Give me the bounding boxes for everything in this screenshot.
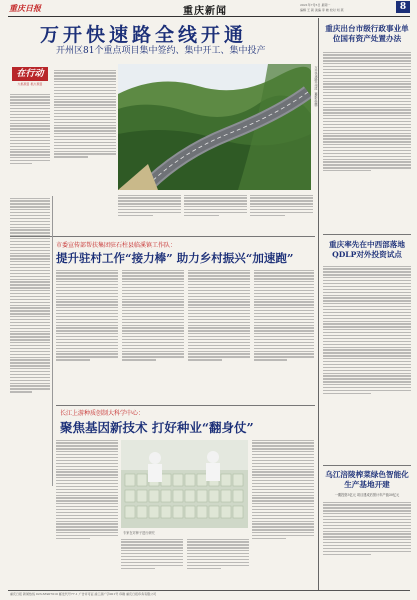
editor-line: 编辑 王 颖 美编 李 晓 校对 刘 燕 [300,8,344,12]
story1-subhead: 开州区81个重点项目集中签约、集中开工、集中投产 [56,46,266,56]
story3-body-col4 [252,438,314,588]
footer-info: 重庆日报 新闻热线 023-63907010 邮发代号77-1 广告许可证 渝工商广字001号 印刷 重庆日报印务有限公司 [10,592,157,596]
sidebar-news3-sub: 一期投资3亿元 项目建成后预计年产值30亿元 [334,493,400,497]
photo-caption-vertical: 万开快速路开州段（摄影/韩鹏） [314,66,318,110]
highway-photo-art [118,64,311,190]
page-number: 8 [396,1,410,13]
story1-headline: 万开快速路全线开通 [40,24,248,46]
campaign-badge [11,67,49,89]
story2-body-col1 [56,268,118,402]
story3-body-col3 [187,537,249,587]
badge-sub: 大抓项目 抓大项目 [17,82,43,86]
story3-body-col1 [56,438,118,588]
seed-lab-photo-art [121,440,248,528]
sidebar-news1-body [323,50,411,232]
sidebar-news2-body [323,264,411,462]
story2-body-col3 [188,268,250,402]
seed-photo-caption: 专家在对种子进行研究 [123,531,155,535]
story2-headline: 提升驻村工作“接力棒” 助力乡村振兴“加速跑” [56,251,294,265]
badge-main: 在行动 [12,67,48,81]
story1-body-col2 [54,68,116,192]
story1-body-col1 [10,92,50,192]
paper-logo: 重庆日报 [9,3,41,13]
date-line: 2021年7月5日 星期一 [300,3,331,7]
story3-body-col2 [121,537,183,587]
story1-body-col4 [184,193,247,233]
left-column-text [10,196,50,484]
story2-kicker: 市委宣传部帮扶集团驻石柱县临溪镇工作队： [56,242,177,249]
story1-body-col3 [118,193,181,233]
seed-lab-photo [121,440,248,528]
section-title: 重庆新闻 [183,6,227,17]
sidebar-news2-title: 重庆率先在中西部落地QDLP对外投资试点 [329,240,405,259]
story2-body-col4 [254,268,314,402]
sidebar-news3-body [323,500,411,586]
masthead [0,0,417,16]
story3-kicker: 长江上游种质创制大科学中心： [60,410,145,417]
sidebar-news3-title: 乌江涪陵榨菜绿色智能化生产基地开建 [325,470,409,489]
sidebar-news1-title: 重庆出台市级行政事业单位国有资产处置办法 [325,24,409,43]
story1-body-col5 [250,193,313,233]
story2-body-col2 [122,268,184,402]
highway-photo [118,64,311,190]
story3-headline: 聚焦基因新技术 打好种业“翻身仗” [60,420,254,435]
